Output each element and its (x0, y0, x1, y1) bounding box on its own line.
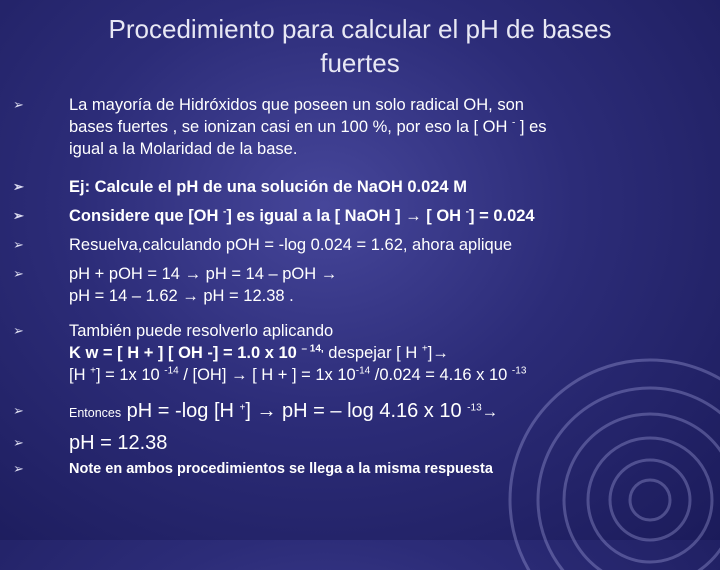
arrow-icon: → (432, 344, 449, 362)
bullet-arrow-icon: ➢ (13, 403, 24, 418)
b6-line-2: K w = [ H + ] [ OH -] = 1.0 x 10 $^{- 14,}$ despejar [ H +]→ (69, 343, 449, 362)
b6-line-1: También puede resolverlo aplicando (69, 322, 334, 340)
bullet-arrow-icon: ➢ (13, 97, 24, 112)
b1-line-1: La mayoría de Hidróxidos que poseen un solo radical OH, son (69, 96, 524, 114)
arrow-icon: → (256, 400, 277, 422)
b3-text: Considere que [OH -] es igual a la [ NaOH ] → [ OH -] = 0.024 (69, 206, 535, 225)
bullet-arrow-icon: ➢ (13, 208, 24, 223)
b7-text: Entonces pH = -log [H +] → pH = – log 4.16 x 10 $^{-13}$→ (69, 400, 499, 422)
bullet-arrow-icon: ➢ (13, 266, 24, 281)
b5-line-1: pH + pOH = 14 → pH = 14 – pOH → (69, 265, 338, 283)
bullet-arrow-icon: ➢ (13, 435, 24, 450)
bullet-arrow-icon: ➢ (13, 461, 24, 476)
b8-text: pH = 12.38 (69, 432, 168, 454)
b5-text (69, 263, 709, 307)
b6-text (69, 320, 709, 386)
arrow-icon: → (182, 287, 199, 305)
arrow-icon: → (231, 366, 248, 384)
bullet-arrow-icon: ➢ (13, 179, 24, 194)
b4-text: Resuelva,calculando pOH = -log 0.024 = 1.62, ahora aplique (69, 236, 513, 254)
title-line-1: Procedimiento para calcular el pH de bases (108, 14, 612, 44)
b1-line-2: bases fuertes , se ionizan casi en un 100 %, por eso la [ OH - ] es (69, 117, 547, 136)
b5-line-2: pH = 14 – 1.62 → pH = 12.38 . (69, 287, 294, 305)
arrow-icon: → (405, 207, 422, 225)
slide-title (0, 12, 720, 80)
title-line-2: fuertes (320, 48, 400, 78)
b2-text: Ej: Calcule el pH de una solución de NaOH 0.024 M (69, 178, 467, 196)
arrow-icon: → (320, 265, 338, 283)
bullet-arrow-icon: ➢ (13, 237, 24, 252)
bullet-text-1 (69, 94, 709, 160)
b1-line-3: igual a la Molaridad de la base. (69, 140, 298, 158)
bullet-arrow-icon: ➢ (13, 323, 24, 338)
b9-text: Note en ambos procedimientos se llega a la misma respuesta (69, 461, 493, 477)
arrow-icon: → (184, 265, 202, 283)
arrow-icon: → (481, 403, 499, 421)
b6-line-3: [H +] = 1x 10 $^{-14}$ / [OH] → [ H + ] = 1x $10^{-14}$ /0.024 = 4.16 x 10 $^{-13}$ (69, 365, 527, 384)
